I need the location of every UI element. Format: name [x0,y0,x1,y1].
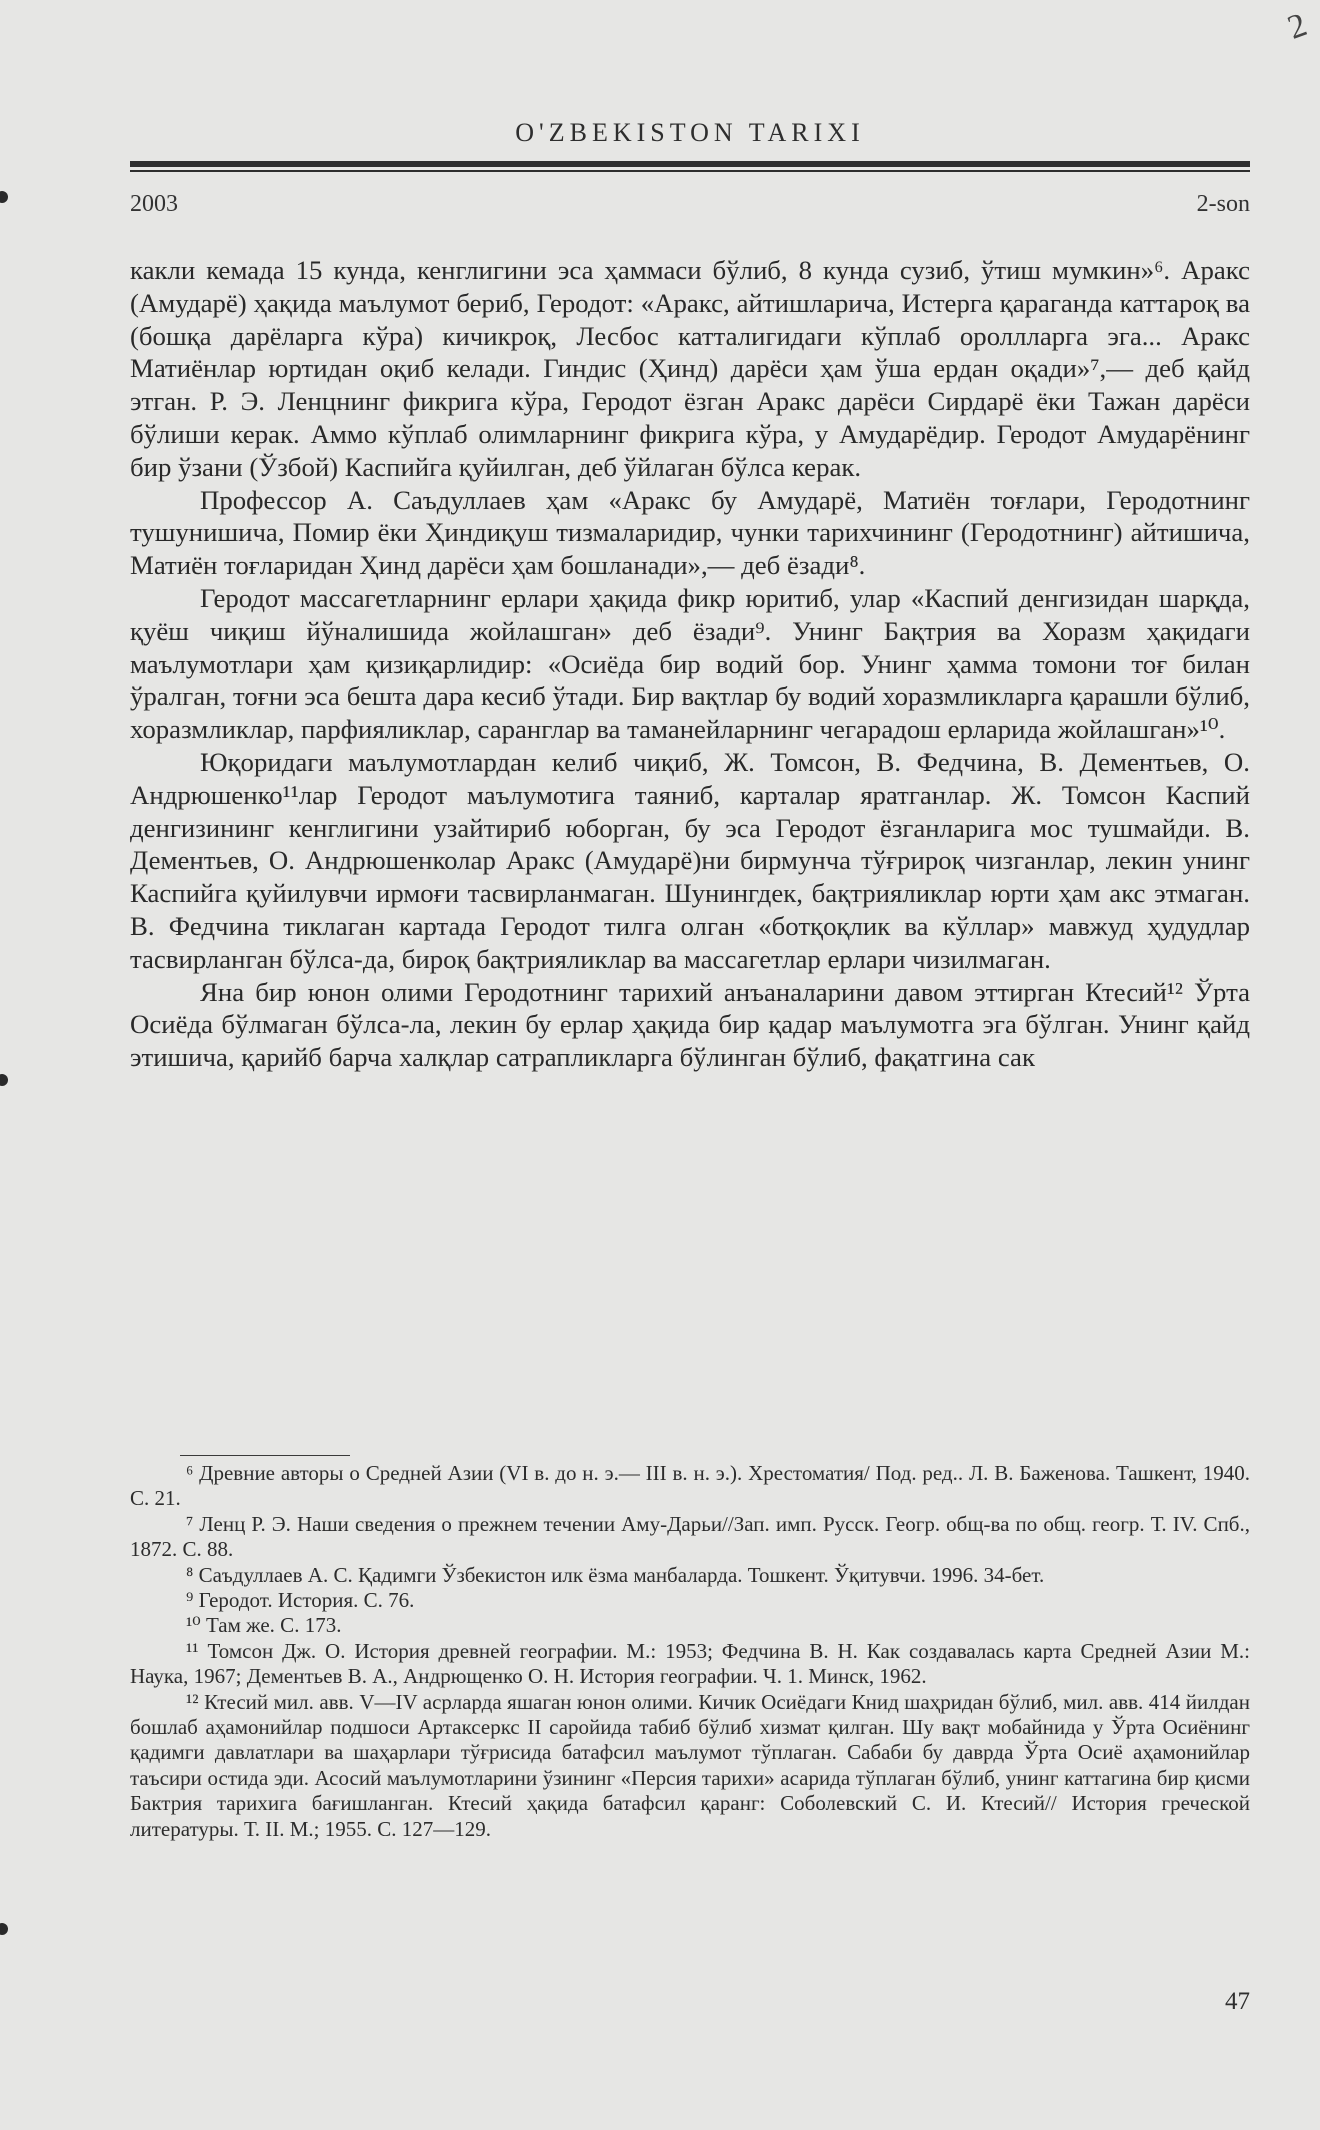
handwritten-corner-mark: 2 [1283,6,1312,47]
footnotes [130,1461,1250,1842]
punch-hole [0,1923,8,1935]
footnote: ¹² Ктесий мил. авв. V—IV асрларда яшаган юнон олими. Кичик Осиёдаги Книд шаҳридан бўлиб, мил. авв. 414 йилдан бошлаб аҳамонийлар подшоси Артаксеркс II саройида табиб бўлиб хизмат қилган. Шу вақт мобайнида у Ўрта Осиёнинг қадимги давлатлари ва шаҳарлари тўғрисида батафсил маълумот тўплаган. Сабаби бу даврда Ўрта Осиё аҳамонийлар таъсири остида эди. Асосий маълумотларини ўзининг «Персия тарихи» асарида тўплаган бўлиб, унинг каттагина бир қисми Бактрия тарихига бағишланган. Ктесий ҳақида батафсил қаранг: Соболевский С. И. Ктесий// История греческой литературы. Т. II. М.; 1955. С. 127—129. [130,1689,1250,1841]
body-paragraph: Геродот массагетларнинг ерлари ҳақида фикр юритиб, улар «Каспий денгизидан шарқда, қуёш чиқиш йўналишида жойлашган» деб ёзади⁹. Унинг Бақтрия ва Хоразм ҳақидаги маълумотлари ҳам қизиқарлидир: «Осиёда бир водий бор. Унинг ҳамма томони тоғ билан ўралган, тоғни эса бешта дара кесиб ўтади. Бир вақтлар бу водий хоразмликларга қарашли бўлиб, хоразмликлар, парфияликлар, саранглар ва таманейларнинг чегарадош ерларида жойлашган»¹⁰. [130,582,1250,745]
footnote: ¹¹ Томсон Дж. О. История древней географии. М.: 1953; Федчина В. Н. Как создавалась карта Средней Азии М.: Наука, 1967; Дементьев В. А., Андрющенко О. Н. История географии. Ч. 1. Минск, 1962. [130,1638,1250,1689]
body-paragraph: Яна бир юнон олими Геродотнинг тарихий анъаналарини давом эттирган Ктесий¹² Ўрта Осиёда бўлмаган бўлса-ла, лекин бу ерлар ҳақида бир қадар маълумотга эга бўлган. Унинг қайд этишича, қарийб барча халқлар сатрапликларга бўлинган бўлиб, фақатгина сак [130,976,1250,1073]
header-rule-thin [130,170,1250,172]
footnote-separator [180,1455,350,1456]
punch-hole [0,191,8,203]
page-number: 47 [1225,1988,1250,2015]
issue-year: 2003 [130,191,178,217]
footnote: ⁸ Саъдуллаев А. С. Қадимги Ўзбекистон илк ёзма манбаларда. Тошкент. Ўқитувчи. 1996. 34-бет. [186,1562,1045,1587]
header-rule-thick [130,161,1250,167]
body-paragraph: Юқоридаги маълумотлардан келиб чиқиб, Ж. Томсон, В. Федчина, В. Дементьев, О. Андрюшенко¹¹лар Геродот маълумотига таяниб, карталар яратганлар. Ж. Томсон Каспий денгизининг кенглигини узайтириб юборган, бу эса Геродот ёзганларига мос тушмайди. В. Дементьев, О. Андрюшенколар Аракс (Амударё)ни бирмунча тўғрироқ чизганлар, лекин унинг Каспийга қуйилувчи ирмоғи тасвирланмаган. Шунингдек, бақтрияликлар юрти ҳам акс этмаган. В. Федчина тиклаган картада Геродот тилга олган «ботқоқлик ва кўллар» мавжуд ҳудудлар тасвирланган бўлса-да, бироқ бақтрияликлар ва массагетлар ерлари чизилмаган. [130,746,1250,974]
article-body [130,254,1250,1074]
punch-hole [0,1074,8,1086]
footnote: ¹⁰ Там же. С. 173. [186,1613,342,1638]
footnote: ⁶ Древние авторы о Средней Азии (VI в. до н. э.— III в. н. э.). Хрестоматия/ Под. ред.. Л. В. Баженова. Ташкент, 1940. С. 21. [130,1461,1250,1511]
footnote: ⁷ Ленц Р. Э. Наши сведения о прежнем течении Аму-Дарьи//Зап. имп. Русск. Геогр. общ-ва по общ. геогр. Т. IV. Спб., 1872. С. 88. [130,1511,1250,1562]
journal-title: O'ZBEKISTON TARIXI [515,118,865,147]
body-paragraph: Профессор А. Саъдуллаев ҳам «Аракс бу Амударё, Матиён тоғлари, Геродотнинг тушунишича, Помир ёки Ҳиндиқуш тизмаларидир, чунки тарихчининг (Геродотнинг) айтишича, Матиён тоғларидан Ҳинд дарёси ҳам бошланади»,— деб ёзади⁸. [130,484,1250,581]
body-paragraph: какли кемада 15 кунда, кенглигини эса ҳаммаси бўлиб, 8 кунда сузиб, ўтиш мумкин»⁶. Аракс (Амударё) ҳақида маълумот бериб, Геродот: «Аракс, айтишларича, Истерга қараганда каттароқ ва (бошқа дарёларга кўра) кичикроқ, Лесбос катталигидаги кўплаб ороллларга эга... Аракс Матиёнлар юртидан оқиб келади. Гиндис (Ҳинд) дарёси ҳам ўша ердан оқади»⁷,— деб қайд этган. Р. Э. Ленцнинг фикрига кўра, Геродот ёзган Аракс дарёси Сирдарё ёки Тажан дарёси бўлиши керак. Аммо кўплаб олимларнинг фикрига кўра, у Амударёдир. Геродот Амударёнинг бир ўзани (Ўзбой) Каспийга қуйилган, деб ўйлаган бўлса керак. [130,255,1250,482]
footnote: ⁹ Геродот. История. С. 76. [186,1588,415,1613]
issue-number: 2-son [1196,191,1250,217]
